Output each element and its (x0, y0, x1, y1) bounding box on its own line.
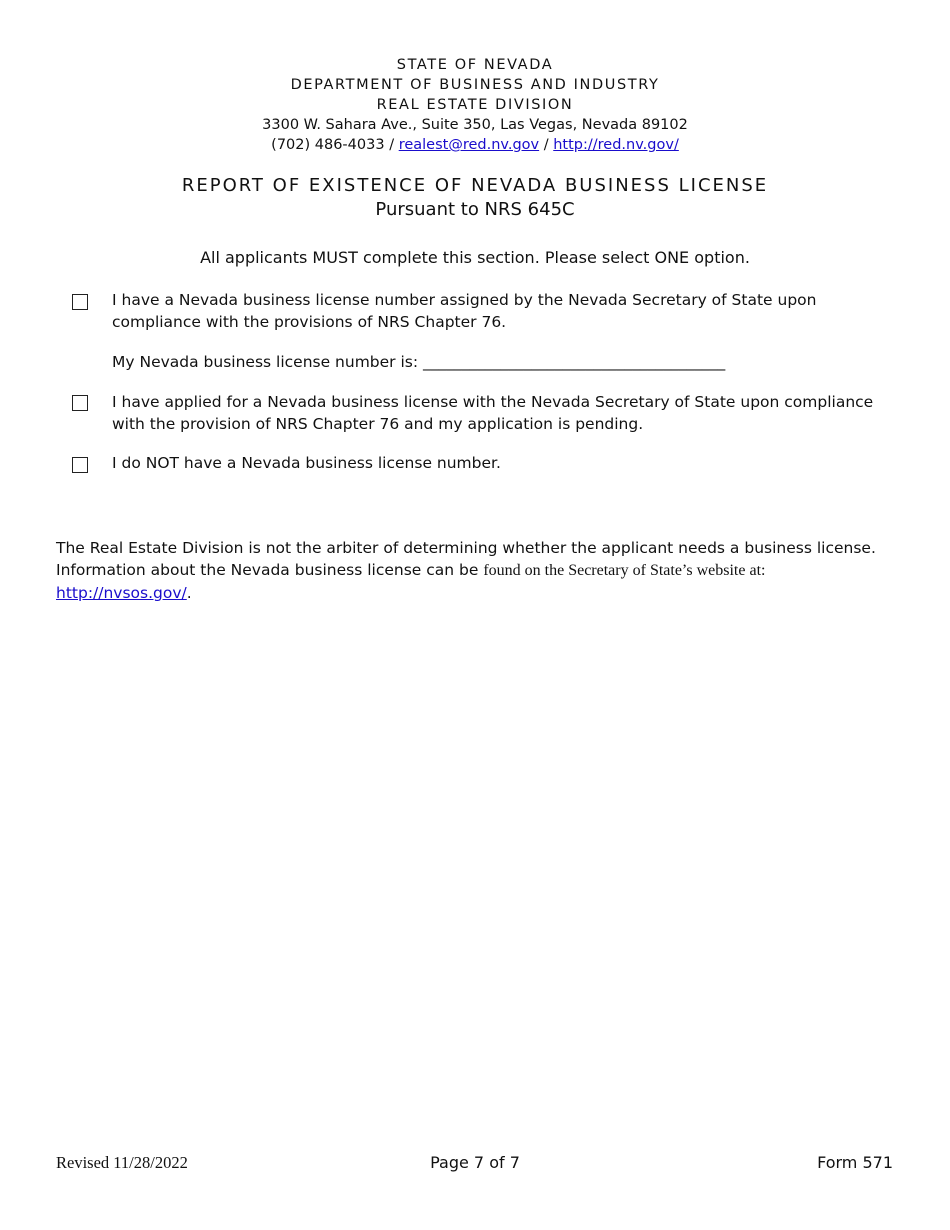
separator: / (389, 137, 395, 153)
checkbox-has-license[interactable] (72, 294, 88, 310)
option-has-license-text: I have a Nevada business license number assigned by the Nevada Secretary of State upon compliance with the provisions of NRS Chapter 76. (112, 291, 817, 331)
option-applied-text: I have applied for a Nevada business license with the Nevada Secretary of State upon compliance with the provision of NRS Chapter 76 and my application is pending. (112, 393, 874, 433)
page-number: Page 7 of 7 (430, 1153, 520, 1172)
division-name: REAL ESTATE DIVISION (376, 97, 574, 113)
disclaimer-note (56, 537, 896, 604)
disclaimer-line: The Real Estate Division is not the arbiter of determining whether the applicant needs a business license. (56, 539, 876, 557)
agency-address: 3300 W. Sahara Ave., Suite 350, Las Vegas, Nevada 89102 (262, 117, 688, 133)
license-number-blank[interactable]: _______________________________________ (423, 353, 726, 371)
info-line-start: Information about the Nevada business license can be (56, 561, 484, 579)
license-number-label: My Nevada business license number is: (112, 353, 419, 371)
email-link[interactable]: realest@red.nv.gov (398, 137, 540, 153)
website-link[interactable]: http://red.nv.gov/ (553, 137, 679, 153)
option-no-license-text: I do NOT have a Nevada business license number. (112, 454, 501, 472)
form-title: REPORT OF EXISTENCE OF NEVADA BUSINESS LICENSE (181, 175, 769, 196)
agency-header (0, 55, 950, 155)
form-title-block (0, 174, 950, 222)
phone-number: (702) 486-4033 (271, 137, 385, 153)
contact-line (0, 135, 950, 155)
form-number: Form 571 (817, 1153, 893, 1172)
checkbox-applied[interactable] (72, 395, 88, 411)
nvsos-line (56, 582, 896, 604)
license-number-field (112, 352, 725, 374)
separator: / (543, 137, 549, 153)
checkbox-no-license[interactable] (72, 457, 88, 473)
period: . (186, 584, 192, 602)
instruction-text: All applicants MUST complete this section. Please select ONE option. (200, 248, 750, 267)
department-name: DEPARTMENT OF BUSINESS AND INDUSTRY (290, 77, 660, 93)
nvsos-link[interactable]: http://nvsos.gov/ (56, 584, 187, 602)
form-subtitle: Pursuant to NRS 645C (375, 199, 575, 220)
info-line (56, 559, 896, 582)
info-line-end: found on the Secretary of State’s website at: (483, 562, 766, 579)
state-name: STATE OF NEVADA (396, 57, 554, 73)
revised-date: Revised 11/28/2022 (56, 1153, 188, 1172)
